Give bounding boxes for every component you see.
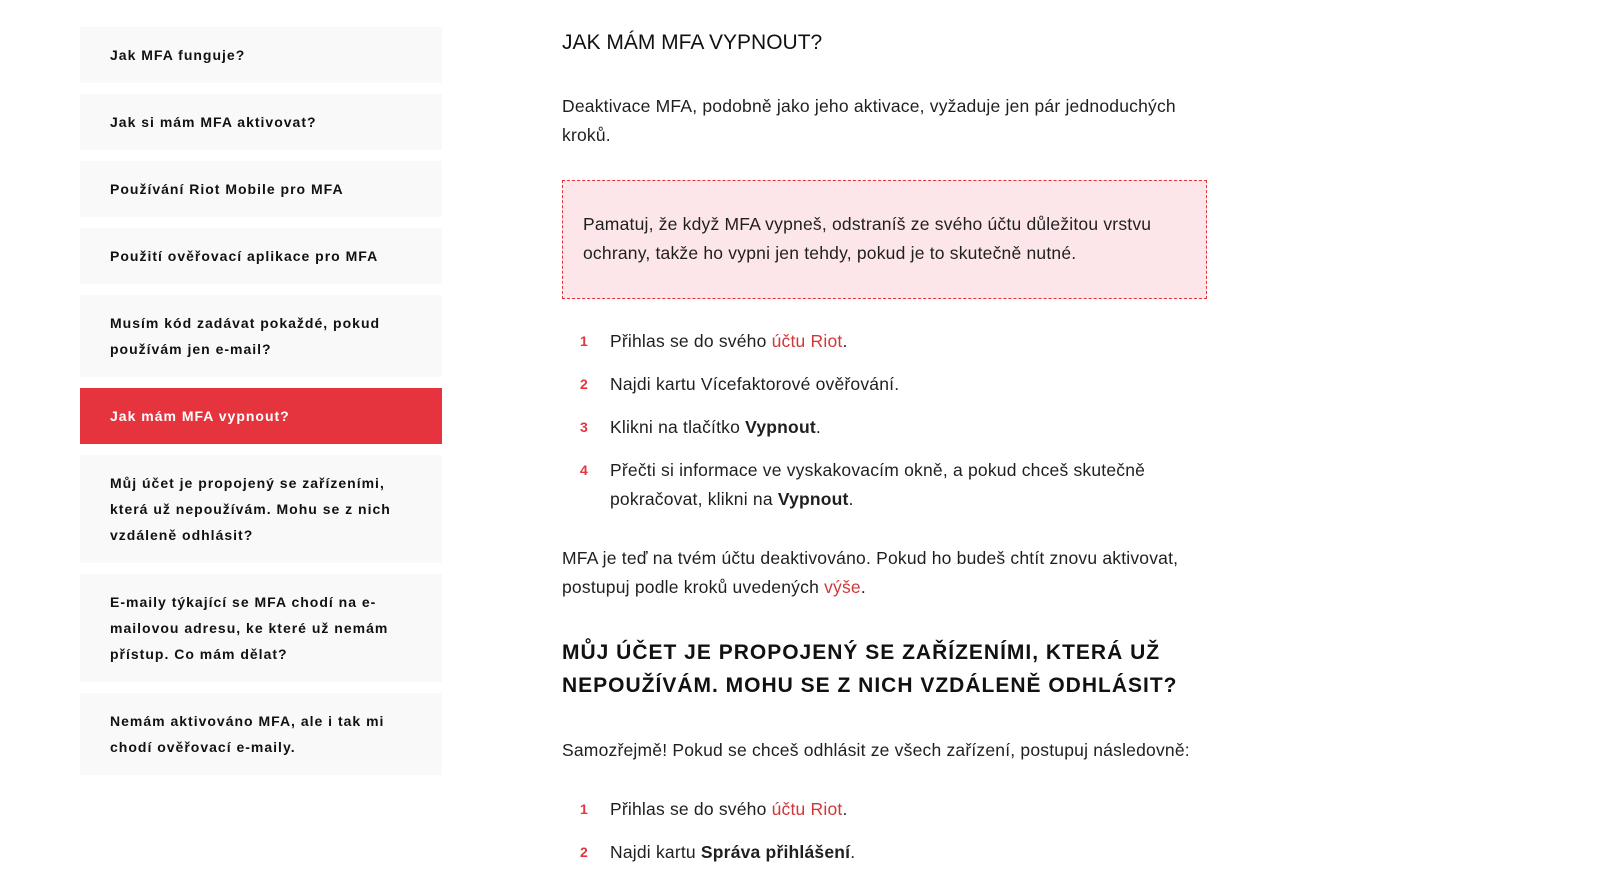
above-link[interactable]: výše: [824, 577, 861, 597]
step-text-end: .: [842, 799, 848, 819]
list-item: [562, 370, 1207, 399]
warning-callout: [562, 180, 1207, 299]
step-bold-text: Vypnout: [745, 417, 816, 437]
outro-text-end: .: [860, 577, 866, 597]
outro-paragraph: [562, 544, 1207, 602]
sidebar-item-disable-mfa[interactable]: Jak mám MFA vypnout?: [80, 388, 442, 444]
step-number: 1: [580, 801, 588, 817]
section-title-disable-mfa: JAK MÁM MFA VYPNOUT?: [562, 31, 823, 54]
article-content: [562, 26, 1207, 881]
riot-account-link[interactable]: účtu Riot: [771, 799, 843, 819]
step-text: Přihlas se do svého: [610, 331, 772, 351]
step-text: Najdi kartu Vícefaktorové ověřování.: [610, 374, 900, 394]
remote-logout-intro: Samozřejmě! Pokud se chceš odhlásit ze všech zařízení, postupuj následovně:: [562, 740, 1190, 760]
intro-paragraph: Deaktivace MFA, podobně jako jeho aktivace, vyžaduje jen pár jednoduchých kroků.: [562, 96, 1176, 145]
sidebar-item-unexpected-emails[interactable]: Nemám aktivováno MFA, ale i tak mi chodí ověřovací e-maily.: [80, 693, 442, 775]
riot-account-link[interactable]: účtu Riot: [771, 331, 843, 351]
step-text: Najdi kartu: [610, 842, 701, 862]
sidebar-item-authenticator-app[interactable]: Použití ověřovací aplikace pro MFA: [80, 228, 442, 284]
disable-steps-list: [562, 327, 1207, 514]
step-bold-text: Vypnout: [777, 489, 849, 509]
sidebar-item-remote-logout[interactable]: Můj účet je propojený se zařízeními, která už nepoužívám. Mohu se z nich vzdáleně odhlásit?: [80, 455, 442, 563]
outro-text: MFA je teď na tvém účtu deaktivováno. Pokud ho budeš chtít znovu aktivovat, postupuj podle kroků uvedených: [562, 548, 1179, 597]
step-text: Přečti si informace ve vyskakovacím okně, a pokud chceš skutečně pokračovat, klikni na: [610, 460, 1146, 509]
faq-sidebar: [80, 27, 442, 786]
list-item: [562, 413, 1207, 442]
step-number: 2: [580, 376, 588, 392]
sidebar-item-activate-mfa[interactable]: Jak si mám MFA aktivovat?: [80, 94, 442, 150]
step-text: Klikni na tlačítko: [610, 417, 746, 437]
remote-logout-steps-list: [562, 795, 1207, 867]
step-number: 1: [580, 333, 588, 349]
list-item: [562, 327, 1207, 356]
sidebar-item-riot-mobile[interactable]: Používání Riot Mobile pro MFA: [80, 161, 442, 217]
sidebar-item-code-every-time[interactable]: Musím kód zadávat pokaždé, pokud používám jen e-mail?: [80, 295, 442, 377]
step-text-end: .: [850, 842, 856, 862]
step-text-end: .: [815, 417, 821, 437]
step-text-end: .: [848, 489, 854, 509]
section-title-remote-logout: MŮJ ÚČET JE PROPOJENÝ SE ZAŘÍZENÍMI, KTERÁ UŽ NEPOUŽÍVÁM. MOHU SE Z NICH VZDÁLENĚ ODHLÁSIT?: [562, 641, 1178, 697]
step-number: 2: [580, 844, 588, 860]
step-text-end: .: [842, 331, 848, 351]
step-text: Přihlas se do svého: [610, 799, 772, 819]
step-bold-text: Správa přihlášení: [700, 842, 851, 862]
list-item: [562, 456, 1207, 514]
sidebar-item-email-no-access[interactable]: E-maily týkající se MFA chodí na e-mailovou adresu, ke které už nemám přístup. Co mám dělat?: [80, 574, 442, 682]
list-item: [562, 795, 1207, 824]
warning-text: Pamatuj, že když MFA vypneš, odstraníš ze svého účtu důležitou vrstvu ochrany, takže ho vypni jen tehdy, pokud je to skutečně nutné.: [583, 214, 1152, 263]
step-number: 3: [580, 419, 588, 435]
step-number: 4: [580, 462, 588, 478]
sidebar-item-how-mfa-works[interactable]: Jak MFA funguje?: [80, 27, 442, 83]
list-item: [562, 838, 1207, 867]
